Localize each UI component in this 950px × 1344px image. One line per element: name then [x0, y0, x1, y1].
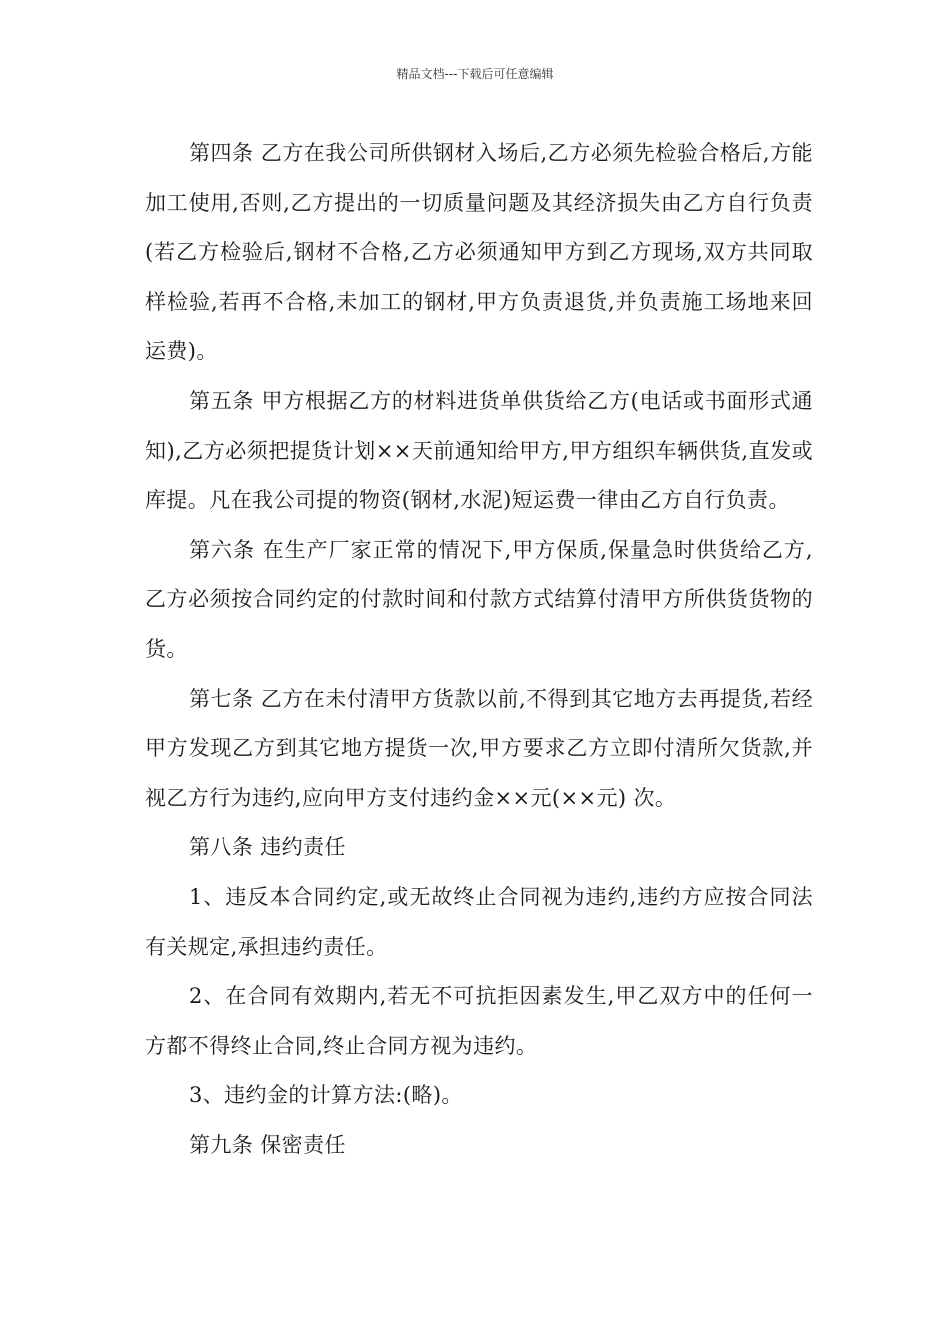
clause-6-paragraph: 第六条 在生产厂家正常的情况下,甲方保质,保量急时供货给乙方,乙方必须按合同约定的付款时间和付款方式结算付清甲方所供货货物的货。: [145, 537, 813, 661]
document-body: [145, 129, 813, 1170]
clause-8-item-1: 1、违反本合同约定,或无故终止合同视为违约,违约方应按合同法有关规定,承担违约责任。: [145, 884, 813, 959]
clause-8-item-2: 2、在合同有效期内,若无不可抗拒因素发生,甲乙双方中的任何一方都不得终止合同,终止合同方视为违约。: [145, 984, 813, 1058]
clause-8-item-3: 3、违约金的计算方法:(略)。: [189, 1083, 463, 1108]
clause-8-heading: 第八条 违约责任: [189, 835, 346, 860]
clause-7-paragraph: 第七条 乙方在未付清甲方货款以前,不得到其它地方去再提货,若经甲方发现乙方到其它地方提货一次,甲方要求乙方立即付清所欠货款,并视乙方行为违约,应向甲方支付违约金××元(××元) 次。: [145, 686, 813, 810]
page-header: 精品文档---下载后可任意编辑: [396, 67, 554, 81]
clause-9-heading: 第九条 保密责任: [189, 1132, 346, 1157]
clause-4-paragraph: 第四条 乙方在我公司所供钢材入场后,乙方必须先检验合格后,方能加工使用,否则,乙方提出的一切质量问题及其经济损失由乙方自行负责(若乙方检验后,钢材不合格,乙方必须通知甲方到乙方现场,双方共同取样检验,若再不合格,未加工的钢材,甲方负责退货,并负责施工场地来回运费)。: [145, 141, 813, 364]
clause-5-paragraph: 第五条 甲方根据乙方的材料进货单供货给乙方(电话或书面形式通知),乙方必须把提货计划××天前通知给甲方,甲方组织车辆供货,直发或库提。凡在我公司提的物资(钢材,水泥)短运费一律由乙方自行负责。: [145, 388, 813, 513]
